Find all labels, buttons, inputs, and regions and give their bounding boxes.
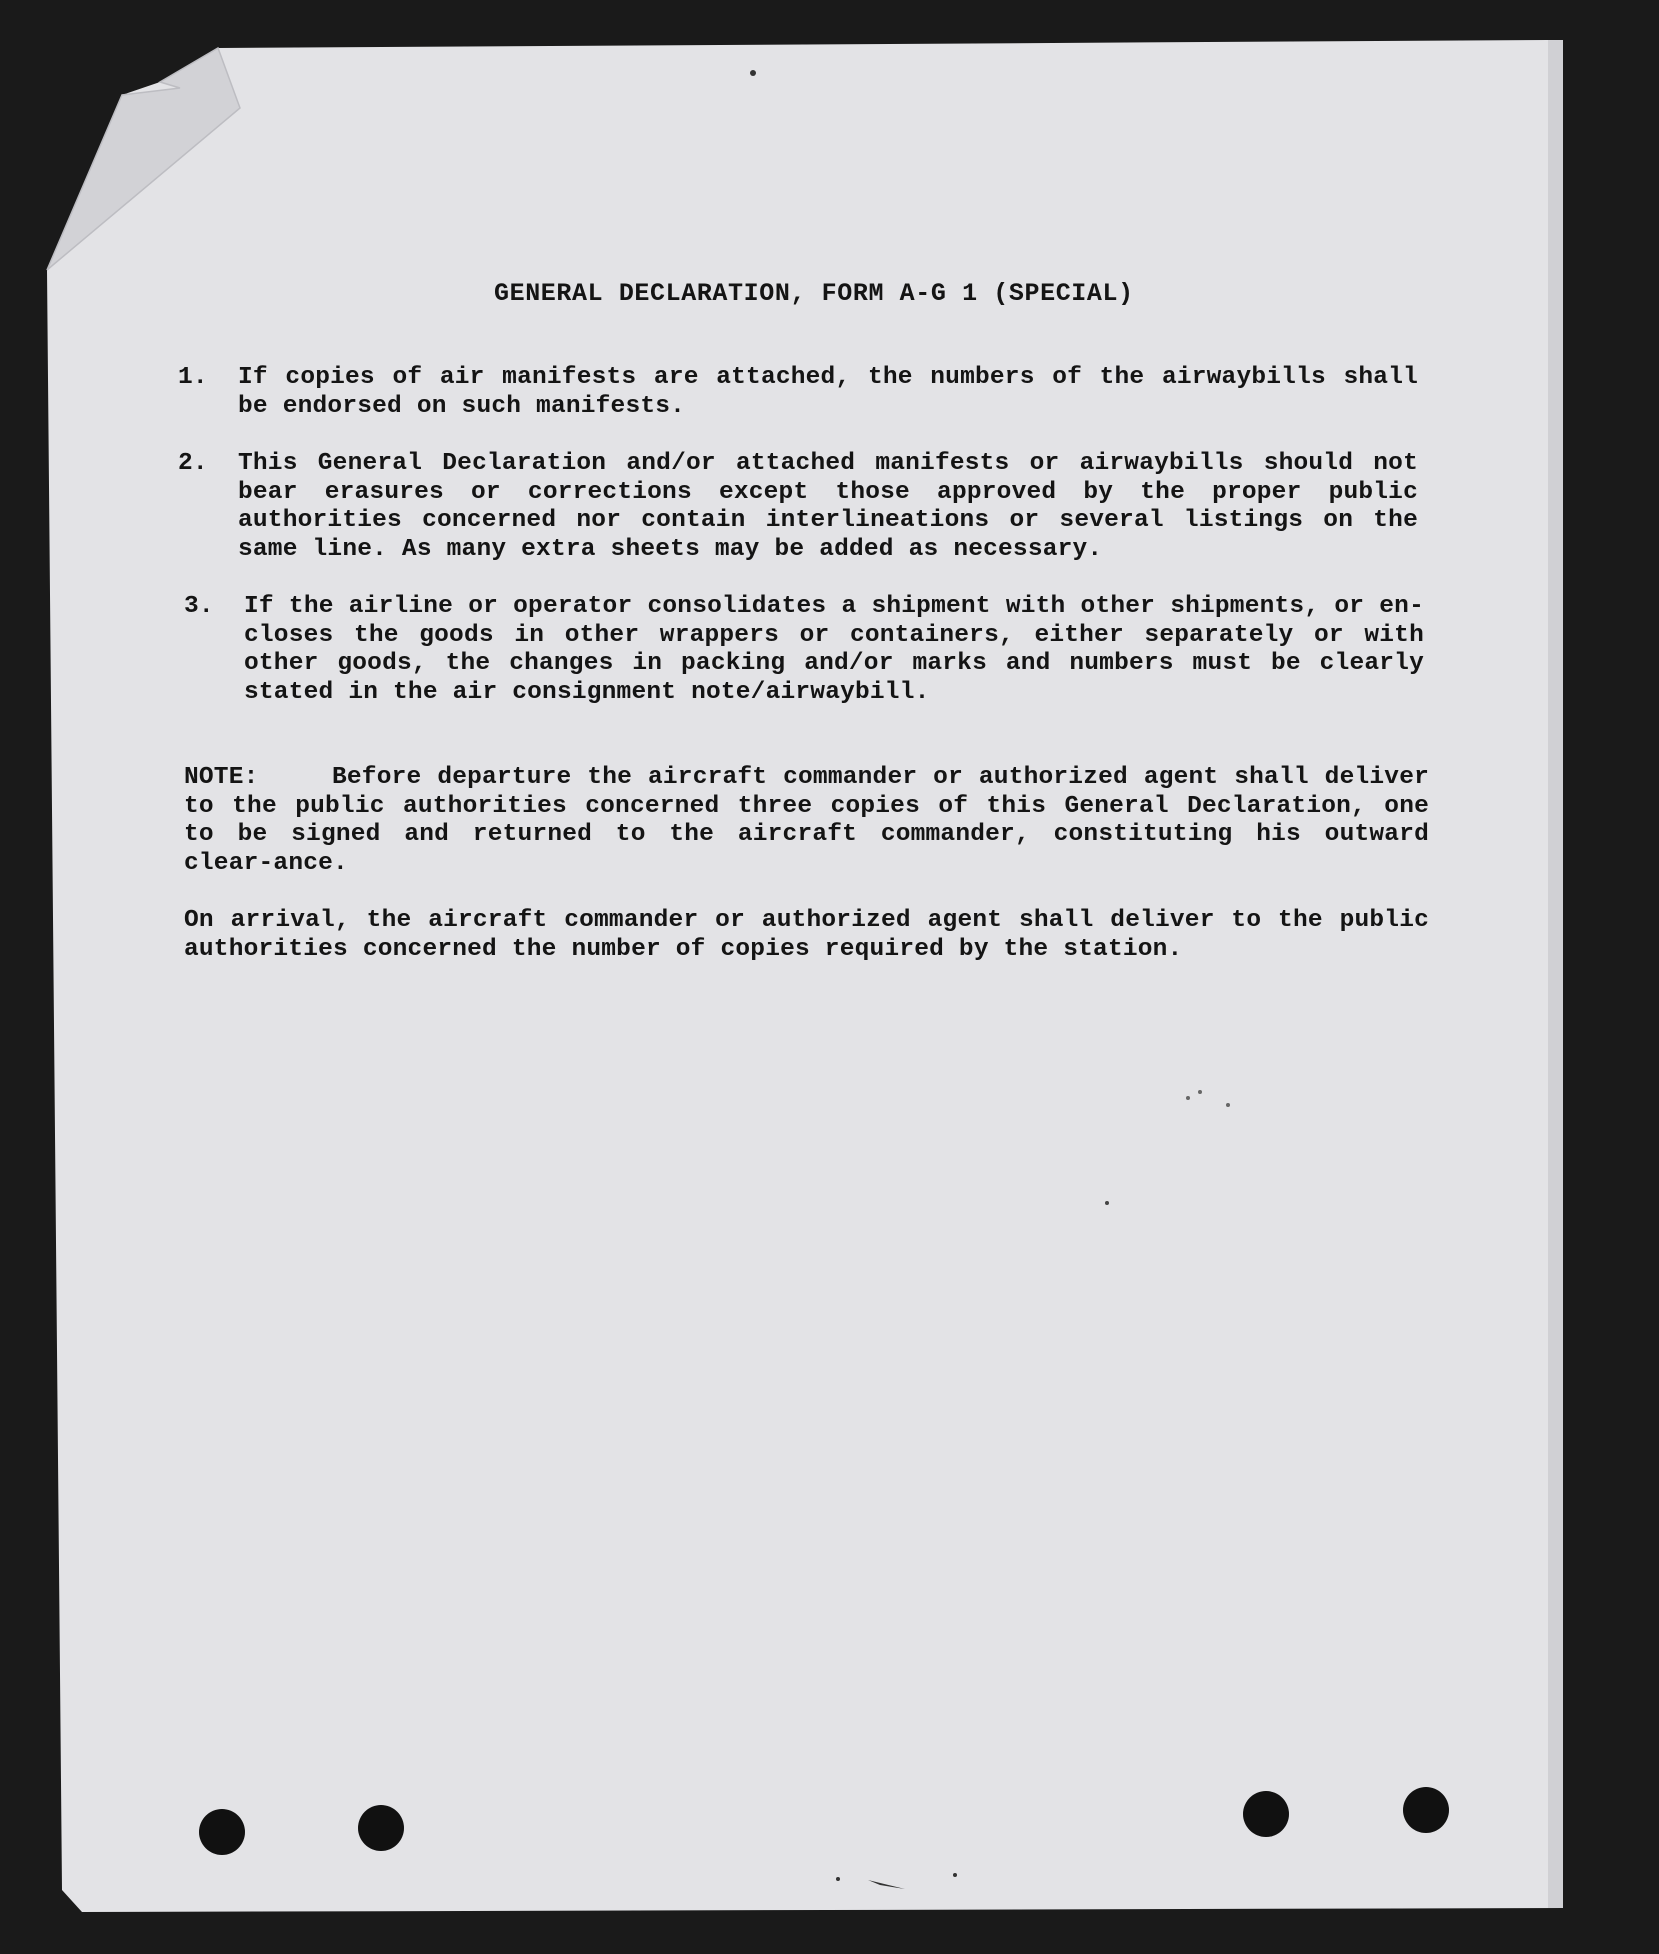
item-number: 2. <box>178 450 208 477</box>
note-label: NOTE: <box>184 764 259 791</box>
note-text: Before departure the aircraft commander or authorized agent shall deliver to the public authorities concerned three copies of this General Declaration, one to be signed and returned to the aircraft commander, constituting his outward clear-ance. <box>184 764 1429 877</box>
arrival-paragraph: On arrival, the aircraft commander or authorized agent shall deliver to the public authorities concerned the number of copies required by the station. <box>184 907 1429 963</box>
note-paragraph <box>184 764 1429 878</box>
item-text: This General Declaration and/or attached manifests or airwaybills should not bear erasures or corrections except those approved by the proper public authorities concerned nor contain interlineations or several listings on the same line. As many extra sheets may be added as necessary. <box>238 450 1418 563</box>
item-text: If copies of air manifests are attached, the numbers of the airwaybills shall be endorsed on such manifests. <box>238 364 1418 420</box>
item-number: 3. <box>184 593 214 620</box>
document-title: GENERAL DECLARATION, FORM A-G 1 (SPECIAL) <box>494 279 1134 308</box>
item-number: 1. <box>178 364 208 391</box>
item-text: If the airline or operator consolidates a shipment with other shipments, or en-closes the goods in other wrappers or containers, either separately or with other goods, the changes in packing and/or marks and numbers must be clearly stated in the air consignment note/airwaybill. <box>244 593 1424 706</box>
